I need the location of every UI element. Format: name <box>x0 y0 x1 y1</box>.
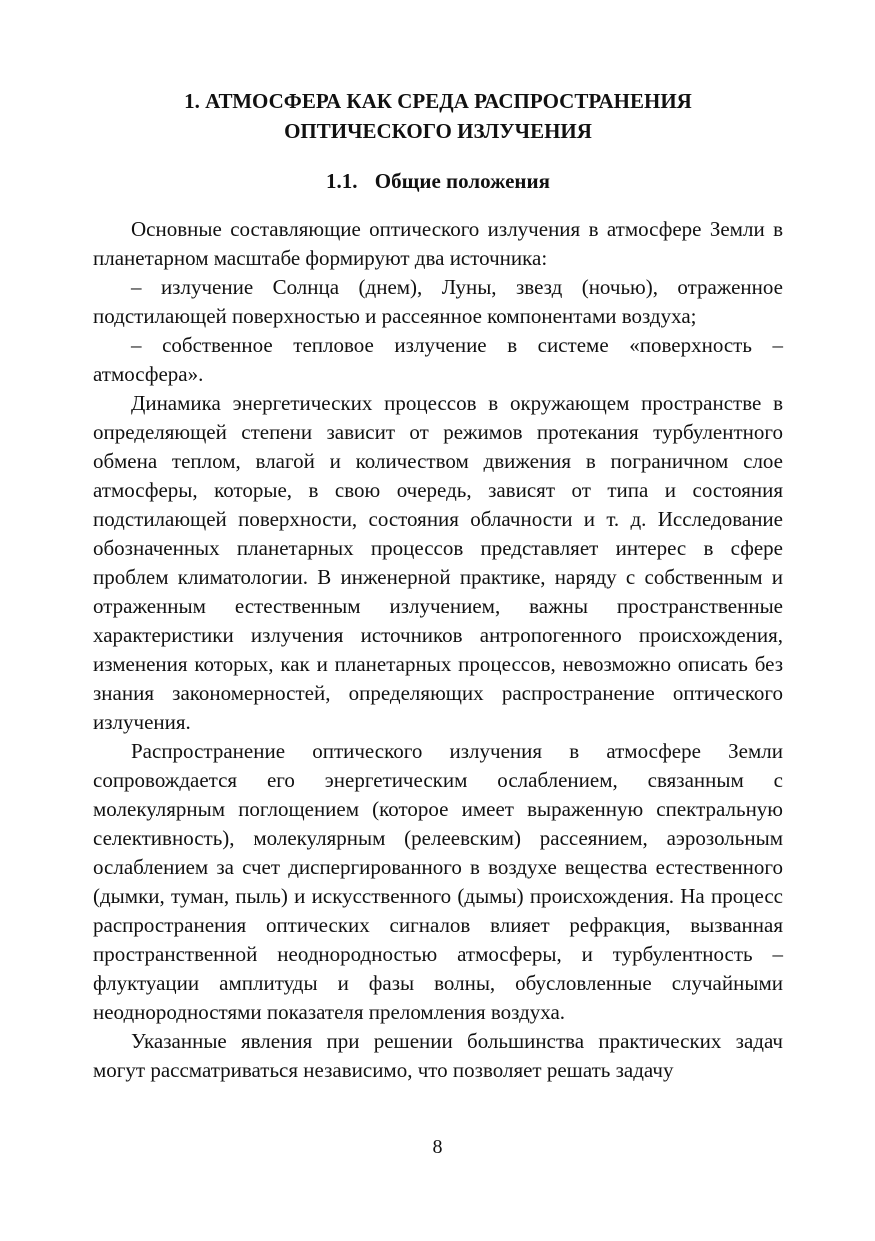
section-title <box>93 167 783 195</box>
section-number: 1.1. <box>326 169 358 193</box>
document-page <box>93 86 783 1085</box>
chapter-title <box>93 86 783 146</box>
paragraph-propagation: Распространение оптического излучения в атмосфере Земли сопровождается его энергетическим ослаблением, связанным с молекулярным поглощением (которое имеет выраженную спектральную селективность), молекулярным (релеевским) рассеянием, аэрозольным ослаблением за счет диспергированного в воздухе вещества естественного (дымки, туман, пыль) и искусственного (дымы) происхождения. На процесс распространения оптических сигналов влияет рефракция, вызванная пространственной неоднородностью атмосферы, и турбулентность – флуктуации амплитуды и фазы волны, обусловленные случайными неоднородностями показателя преломления воздуха. <box>93 739 783 1024</box>
paragraph-dynamics: Динамика энергетических процессов в окружающем пространстве в определяющей степени зависит от режимов протекания турбулентного обмена теплом, влагой и количеством движения в пограничном слое атмосферы, которые, в свою очередь, зависят от типа и состояния подстилающей поверхности, состояния облачности и т. д. Исследование обозначенных планетарных процессов представляет интерес в сфере проблем климатологии. В инженерной практике, наряду с собственным и отраженным естественным излучением, важны пространственные характеристики излучения источников антропогенного происхождения, изменения которых, как и планетарных процессов, невозможно описать без знания закономерностей, определяющих распространение оптического излучения. <box>93 391 783 734</box>
section-heading: Общие положения <box>374 169 550 193</box>
chapter-title-line-2: ОПТИЧЕСКОГО ИЗЛУЧЕНИЯ <box>284 119 592 143</box>
paragraph-intro: Основные составляющие оптического излучения в атмосфере Земли в планетарном масштабе формируют два источника: <box>93 217 783 270</box>
paragraph-phenomena: Указанные явления при решении большинства практических задач могут рассматриваться независимо, что позволяет решать задачу <box>93 1029 783 1082</box>
chapter-title-line-1: 1. АТМОСФЕРА КАК СРЕДА РАСПРОСТРАНЕНИЯ <box>184 89 692 113</box>
paragraph-list-item-1: – излучение Солнца (днем), Луны, звезд (ночью), отраженное подстилающей поверхностью и рассеянное компонентами воздуха; <box>93 275 783 328</box>
page-number: 8 <box>432 1136 443 1158</box>
paragraph-list-item-2: – собственное тепловое излучение в системе «поверхность – атмосфера». <box>93 333 783 386</box>
body-text <box>93 215 783 1085</box>
